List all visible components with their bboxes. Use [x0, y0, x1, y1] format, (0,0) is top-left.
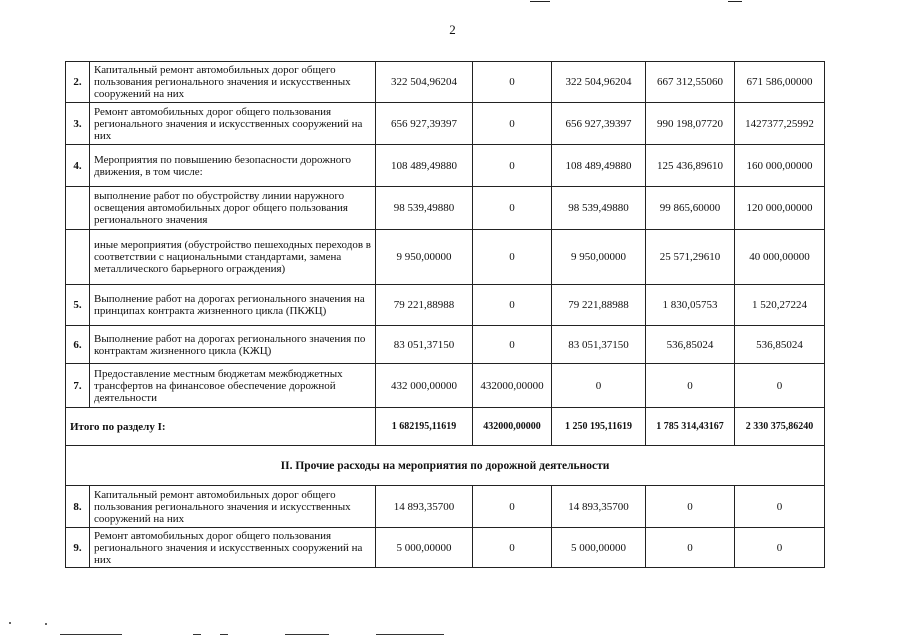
- cell-value-5: 1427377,25992: [735, 103, 825, 145]
- cell-value-3: 0: [552, 364, 646, 408]
- cell-value-4: 1 830,05753: [646, 285, 735, 326]
- cell-value-1: 9 950,00000: [376, 230, 473, 285]
- cell-value-1: 322 504,96204: [376, 62, 473, 103]
- table-row: [66, 187, 825, 230]
- row-description: выполнение работ по обустройству линии наружного освещения автомобильных дорог общего пользования регионального значения: [90, 187, 376, 230]
- cell-value-2: 0: [473, 285, 552, 326]
- cell-value-3: 656 927,39397: [552, 103, 646, 145]
- total-value-4: 1 785 314,43167: [646, 408, 735, 446]
- cell-value-2: 0: [473, 528, 552, 568]
- row-number: 5.: [66, 285, 90, 326]
- cell-value-2: 0: [473, 326, 552, 364]
- cell-value-5: 0: [735, 528, 825, 568]
- row-number: 6.: [66, 326, 90, 364]
- row-number: 9.: [66, 528, 90, 568]
- table-row: [66, 528, 825, 568]
- scan-mark: [285, 634, 329, 635]
- table-row: [66, 103, 825, 145]
- cell-value-4: 25 571,29610: [646, 230, 735, 285]
- cell-value-3: 79 221,88988: [552, 285, 646, 326]
- row-number: 4.: [66, 145, 90, 187]
- total-label: Итого по разделу I:: [66, 408, 376, 446]
- cell-value-5: 0: [735, 364, 825, 408]
- cell-value-4: 99 865,60000: [646, 187, 735, 230]
- cell-value-5: 120 000,00000: [735, 187, 825, 230]
- cell-value-5: 536,85024: [735, 326, 825, 364]
- total-value-5: 2 330 375,86240: [735, 408, 825, 446]
- row-description: Капитальный ремонт автомобильных дорог общего пользования регионального значения и искусственных сооружений на них: [90, 486, 376, 528]
- scan-mark: [45, 623, 47, 625]
- cell-value-1: 83 051,37150: [376, 326, 473, 364]
- cell-value-4: 125 436,89610: [646, 145, 735, 187]
- cell-value-4: 536,85024: [646, 326, 735, 364]
- cell-value-2: 0: [473, 62, 552, 103]
- cell-value-4: 0: [646, 364, 735, 408]
- table-row: [66, 230, 825, 285]
- row-description: Ремонт автомобильных дорог общего пользования регионального значения и искусственных сооружений на них: [90, 103, 376, 145]
- cell-value-2: 0: [473, 145, 552, 187]
- row-description: Мероприятия по повышению безопасности дорожного движения, в том числе:: [90, 145, 376, 187]
- table-row: [66, 62, 825, 103]
- row-number: 8.: [66, 486, 90, 528]
- cell-value-5: 0: [735, 486, 825, 528]
- scan-mark: [220, 634, 228, 635]
- cell-value-1: 108 489,49880: [376, 145, 473, 187]
- cell-value-5: 160 000,00000: [735, 145, 825, 187]
- cell-value-4: 990 198,07720: [646, 103, 735, 145]
- scan-mark: [376, 634, 444, 635]
- cell-value-1: 5 000,00000: [376, 528, 473, 568]
- cell-value-4: 667 312,55060: [646, 62, 735, 103]
- cell-value-3: 9 950,00000: [552, 230, 646, 285]
- total-value-1: 1 682195,11619: [376, 408, 473, 446]
- cell-value-2: 432000,00000: [473, 364, 552, 408]
- budget-table: [65, 61, 825, 568]
- row-description: Предоставление местным бюджетам межбюджетных трансфертов на финансовое обеспечение дорожной деятельности: [90, 364, 376, 408]
- row-number: [66, 230, 90, 285]
- table-row: [66, 285, 825, 326]
- page-number: 2: [449, 22, 456, 37]
- cell-value-3: 322 504,96204: [552, 62, 646, 103]
- cell-value-3: 98 539,49880: [552, 187, 646, 230]
- scan-mark: [9, 622, 11, 624]
- cell-value-3: 5 000,00000: [552, 528, 646, 568]
- total-value-2: 432000,00000: [473, 408, 552, 446]
- cell-value-2: 0: [473, 103, 552, 145]
- section-title: II. Прочие расходы на мероприятия по дорожной деятельности: [66, 446, 825, 486]
- cell-value-1: 656 927,39397: [376, 103, 473, 145]
- table-row: [66, 145, 825, 187]
- cell-value-1: 14 893,35700: [376, 486, 473, 528]
- table-row: [66, 364, 825, 408]
- scan-mark: [60, 634, 122, 635]
- cell-value-2: 0: [473, 187, 552, 230]
- cell-value-4: 0: [646, 486, 735, 528]
- cell-value-1: 79 221,88988: [376, 285, 473, 326]
- cell-value-4: 0: [646, 528, 735, 568]
- table-row: [66, 326, 825, 364]
- cell-value-3: 83 051,37150: [552, 326, 646, 364]
- cell-value-5: 671 586,00000: [735, 62, 825, 103]
- cell-value-2: 0: [473, 230, 552, 285]
- row-number: 7.: [66, 364, 90, 408]
- row-description: Ремонт автомобильных дорог общего пользования регионального значения и искусственных сооружений на них: [90, 528, 376, 568]
- scan-mark: [530, 1, 550, 2]
- section-header-row: [66, 446, 825, 486]
- row-number: 3.: [66, 103, 90, 145]
- row-description: Выполнение работ на дорогах регионального значения по контрактам жизненного цикла (КЖЦ): [90, 326, 376, 364]
- scan-mark: [728, 1, 742, 2]
- cell-value-1: 432 000,00000: [376, 364, 473, 408]
- row-description: Выполнение работ на дорогах регионального значения на принципах контракта жизненного цикла (ПКЖЦ): [90, 285, 376, 326]
- cell-value-3: 108 489,49880: [552, 145, 646, 187]
- row-number: [66, 187, 90, 230]
- total-value-3: 1 250 195,11619: [552, 408, 646, 446]
- row-description: Капитальный ремонт автомобильных дорог общего пользования регионального значения и искусственных сооружений на них: [90, 62, 376, 103]
- row-number: 2.: [66, 62, 90, 103]
- cell-value-5: 40 000,00000: [735, 230, 825, 285]
- total-row: [66, 408, 825, 446]
- scan-mark: [193, 634, 201, 635]
- table-row: [66, 486, 825, 528]
- cell-value-1: 98 539,49880: [376, 187, 473, 230]
- cell-value-2: 0: [473, 486, 552, 528]
- row-description: иные мероприятия (обустройство пешеходных переходов в соответствии с национальными стандартами, замена металлического барьерного ограждения): [90, 230, 376, 285]
- cell-value-5: 1 520,27224: [735, 285, 825, 326]
- cell-value-3: 14 893,35700: [552, 486, 646, 528]
